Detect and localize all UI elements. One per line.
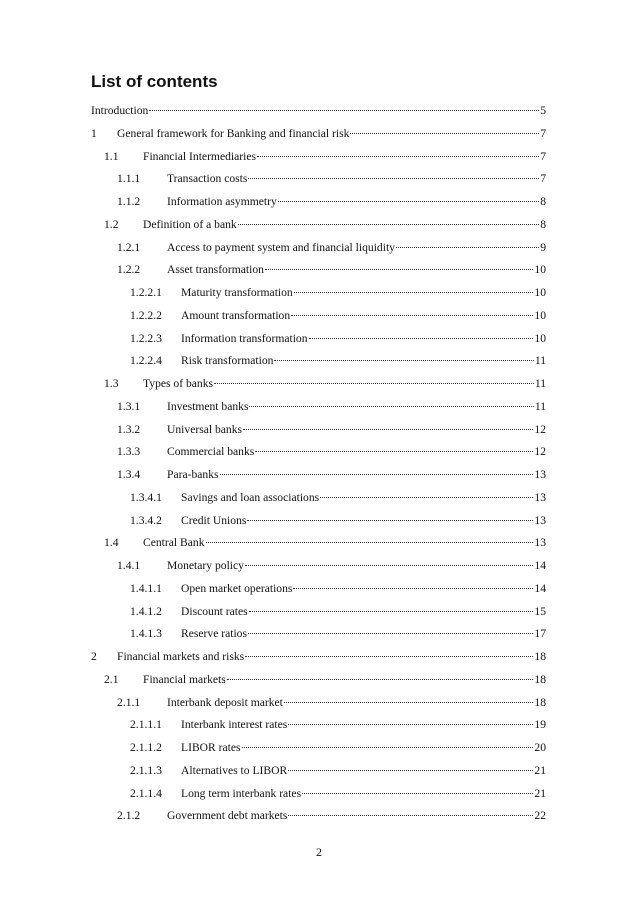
toc-entry-page: 8 (540, 217, 546, 231)
toc-entry[interactable] (130, 511, 546, 531)
toc-entry-title: Financial markets and risks (117, 650, 245, 663)
toc-entry[interactable] (130, 602, 546, 622)
toc-entry-number: 1.3.4 (117, 468, 141, 481)
toc-entry-number: 2.1.1 (117, 695, 141, 709)
toc-entry-number: 1.2.2.1 (130, 286, 162, 299)
toc-entry-page: 17 (534, 627, 546, 641)
toc-entry-page: 7 (540, 172, 546, 186)
toc-dot-leader (245, 565, 533, 566)
toc-entry[interactable] (117, 556, 546, 576)
toc-entry-number: 2.1.2 (117, 809, 141, 823)
toc-entry-number: 2.1.1.1 (130, 718, 162, 732)
toc-entry[interactable] (130, 283, 546, 303)
toc-entry-number: 1.4.1.2 (130, 604, 162, 618)
toc-dot-leader (248, 633, 533, 634)
toc-entry-title: Introduction (91, 104, 149, 117)
toc-entry-number: 1.2 (104, 217, 119, 231)
toc-entry-page: 11 (534, 377, 546, 390)
toc-dot-leader (309, 338, 534, 339)
toc-entry-title: Definition of a bank (143, 217, 237, 231)
toc-dot-leader (247, 520, 533, 521)
toc-dot-leader (249, 406, 533, 407)
toc-entry-page: 13 (534, 468, 546, 481)
toc-dot-leader (248, 178, 539, 179)
toc-entry-title: Interbank deposit market (167, 695, 283, 709)
toc-dot-leader (265, 269, 533, 270)
toc-entry-page: 12 (534, 422, 546, 436)
toc-entry-number: 1.2.2 (117, 263, 141, 277)
toc-entry[interactable] (117, 238, 546, 258)
toc-entry-number: 1.2.2.2 (130, 308, 162, 322)
toc-entry-title: Information asymmetry (167, 195, 277, 208)
toc-dot-leader (243, 429, 533, 430)
toc-entry-title: Financial markets (143, 672, 226, 686)
toc-entry-page: 10 (534, 263, 546, 277)
toc-entry-number: 1.3.4.2 (130, 513, 162, 527)
toc-entry[interactable] (130, 351, 546, 371)
toc-dot-leader (284, 702, 534, 703)
toc-entry-title: Risk transformation (181, 354, 274, 368)
toc-entry-page: 22 (534, 809, 546, 823)
toc-entry-title: Transaction costs (167, 172, 248, 186)
toc-dot-leader (294, 292, 534, 293)
toc-entry-number: 1.3.2 (117, 422, 141, 436)
toc-entry[interactable] (104, 533, 546, 553)
toc-entry[interactable] (91, 124, 546, 144)
toc-entry-page: 21 (534, 786, 546, 800)
toc-entry-number: 1.3 (104, 377, 119, 390)
toc-entry[interactable] (130, 488, 546, 508)
toc-entry[interactable] (117, 169, 546, 189)
toc-entry[interactable] (130, 784, 546, 804)
toc-entry-page: 13 (534, 490, 546, 504)
toc-entry-number: 2.1.1.3 (130, 763, 162, 777)
toc-entry-title: LIBOR rates (181, 741, 241, 754)
toc-dot-leader (255, 451, 533, 452)
toc-entry-title: Investment banks (167, 399, 249, 413)
page-title: List of contents (91, 72, 218, 91)
toc-entry-number: 1.1 (104, 149, 119, 163)
toc-dot-leader (302, 793, 533, 794)
toc-entry-page: 19 (534, 718, 546, 732)
toc-entry-title: Central Bank (143, 536, 205, 550)
toc-dot-leader (249, 611, 534, 612)
toc-entry-title: Credit Unions (181, 513, 247, 527)
toc-entry[interactable] (117, 397, 546, 417)
toc-dot-leader (149, 110, 539, 111)
toc-entry-page: 20 (534, 741, 546, 754)
toc-entry[interactable] (117, 806, 546, 826)
toc-dot-leader (257, 156, 539, 157)
toc-entry[interactable] (130, 715, 546, 735)
toc-entry[interactable] (117, 465, 546, 485)
toc-entry-title: Government debt markets (167, 809, 288, 823)
toc-entry[interactable] (130, 624, 546, 644)
toc-entry-title: Commercial banks (167, 445, 255, 459)
toc-entry[interactable] (104, 147, 546, 167)
toc-entry-title: Access to payment system and financial liquidity (167, 240, 395, 254)
toc-entry-page: 21 (534, 763, 546, 777)
toc-entry-page: 13 (534, 513, 546, 527)
toc-dot-leader (206, 542, 534, 543)
toc-dot-leader (288, 724, 533, 725)
toc-dot-leader (288, 770, 533, 771)
toc-entry-title: Maturity transformation (181, 286, 293, 299)
toc-entry-page: 15 (534, 604, 546, 618)
toc-entry-title: Reserve ratios (181, 627, 247, 641)
toc-entry[interactable] (104, 215, 546, 235)
toc-entry-number: 2.1.1.4 (130, 786, 162, 800)
toc-dot-leader (245, 656, 533, 657)
toc-entry-page: 11 (534, 399, 546, 413)
toc-entry-page: 14 (534, 581, 546, 595)
toc-entry-page: 12 (534, 445, 546, 459)
toc-entry[interactable] (117, 693, 546, 713)
toc-dot-leader (274, 360, 533, 361)
toc-dot-leader (242, 747, 534, 748)
toc-entry[interactable] (117, 260, 546, 280)
toc-entry-title: Open market operations (181, 581, 293, 595)
toc-entry-title: Para-banks (167, 468, 219, 481)
toc-entry-page: 18 (534, 672, 546, 686)
toc-entry-page: 14 (534, 559, 546, 572)
toc-entry-title: Interbank interest rates (181, 718, 288, 732)
toc-entry-page: 10 (534, 331, 546, 345)
toc-entry-page: 11 (534, 354, 546, 368)
toc-entry-number: 1.4 (104, 536, 119, 550)
toc-dot-leader (320, 497, 533, 498)
toc-dot-leader (214, 383, 534, 384)
toc-dot-leader (396, 247, 539, 248)
toc-dot-leader (238, 224, 540, 225)
toc-entry-number: 2.1 (104, 672, 119, 686)
toc-entry[interactable] (130, 579, 546, 599)
toc-entry-title: Financial Intermediaries (143, 149, 256, 163)
toc-entry-page: 8 (540, 195, 546, 208)
toc-entry-page: 5 (540, 104, 546, 117)
toc-entry[interactable] (117, 420, 546, 440)
toc-dot-leader (350, 133, 539, 134)
toc-entry-page: 10 (534, 286, 546, 299)
toc-entry-number: 1.3.4.1 (130, 490, 162, 504)
toc-entry[interactable] (91, 647, 546, 667)
toc-entry-page: 18 (534, 650, 546, 663)
toc-entry-number: 1 (91, 126, 97, 140)
toc-dot-leader (293, 588, 533, 589)
toc-entry-number: 1.2.2.4 (130, 354, 162, 368)
toc-entry[interactable] (117, 192, 546, 212)
toc-entry-title: Information transformation (181, 331, 308, 345)
toc-entry-number: 1.1.2 (117, 195, 141, 208)
toc-entry-page: 10 (534, 308, 546, 322)
toc-entry-title: Asset transformation (167, 263, 264, 277)
toc-entry-page: 7 (540, 126, 546, 140)
toc-entry-number: 1.3.3 (117, 445, 141, 459)
toc-entry[interactable] (104, 374, 546, 394)
toc-entry-title: Discount rates (181, 604, 248, 618)
toc-entry-number: 1.2.1 (117, 240, 141, 254)
toc-entry-title: General framework for Banking and financial risk (117, 126, 350, 140)
toc-entry-number: 1.3.1 (117, 399, 141, 413)
toc-entry-title: Amount transformation (181, 308, 291, 322)
toc-entry-number: 2.1.1.2 (130, 741, 162, 754)
toc-entry-title: Alternatives to LIBOR (181, 763, 288, 777)
toc-entry-title: Long term interbank rates (181, 786, 302, 800)
toc-entry-page: 13 (534, 536, 546, 550)
page-number: 2 (316, 845, 322, 859)
toc-entry[interactable] (130, 306, 546, 326)
toc-entry-page: 7 (540, 149, 546, 163)
toc-entry-page: 18 (534, 695, 546, 709)
toc-entry[interactable] (104, 670, 546, 690)
toc-dot-leader (220, 474, 534, 475)
toc-entry-number: 1.4.1.3 (130, 627, 162, 641)
toc-dot-leader (288, 815, 533, 816)
toc-entry-title: Universal banks (167, 422, 243, 436)
toc-entry-number: 1.4.1.1 (130, 581, 162, 595)
toc-entry-number: 1.4.1 (117, 559, 141, 572)
toc-entry-number: 2 (91, 650, 97, 663)
toc-entry[interactable] (130, 738, 546, 758)
toc-entry-page: 9 (540, 240, 546, 254)
toc-dot-leader (227, 679, 534, 680)
toc-entry-number: 1.2.2.3 (130, 331, 162, 345)
toc-entry-title: Savings and loan associations (181, 490, 320, 504)
toc-entry-title: Monetary policy (167, 559, 244, 572)
toc-entry[interactable] (117, 442, 546, 462)
toc-dot-leader (291, 315, 533, 316)
toc-entry[interactable] (130, 761, 546, 781)
toc-entry-number: 1.1.1 (117, 172, 141, 186)
toc-dot-leader (278, 201, 539, 202)
toc-entry-title: Types of banks (143, 377, 214, 390)
toc-entry[interactable] (91, 101, 546, 121)
toc-entry[interactable] (130, 329, 546, 349)
